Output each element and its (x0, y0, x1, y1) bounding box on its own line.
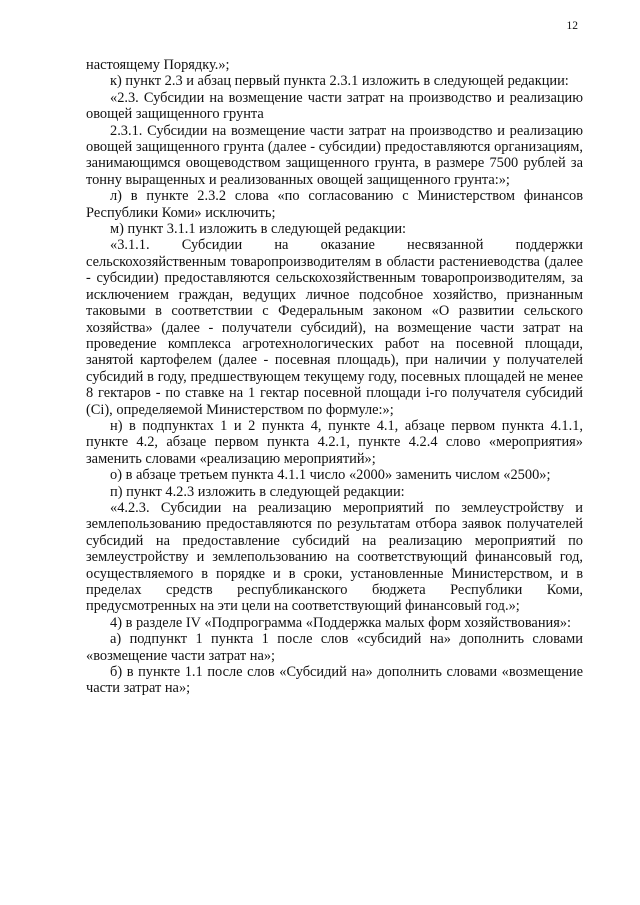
paragraph-item-k: к) пункт 2.3 и абзац первый пункта 2.3.1 изложить в следующей редакции: (110, 73, 569, 90)
document-body (86, 57, 583, 697)
paragraph-continuation: настоящему Порядку.»; (86, 57, 230, 73)
paragraph-item-l: л) в пункте 2.3.2 слова «по согласованию с Министерством финансов Республики Коми» исключить; (86, 188, 583, 221)
paragraph-item-n: н) в подпунктах 1 и 2 пункта 4, пункте 4.1, абзаце первом пункта 4.1.1, пункте 4.2, абзаце первом пункта 4.2.1, пункте 4.2.4 слово «мероприятия» заменить словами «реализацию мероприятий»; (86, 417, 583, 467)
paragraph-item-a: а) подпункт 1 пункта 1 после слов «субсидий на» дополнить словами «возмещение части затрат на»; (86, 631, 583, 664)
paragraph-quote-2-3-1: 2.3.1. Субсидии на возмещение части затрат на производство и реализацию овощей защищенного грунта (далее - субсидии) предоставляются организациям, занимающимся овощеводством защищенного грунта, в размере 7500 рублей за тонну выращенных и реализованных овощей защищенного грунта:»; (86, 122, 583, 188)
paragraph-section-4: 4) в разделе IV «Подпрограмма «Поддержка малых форм хозяйствования»: (110, 614, 572, 631)
page-number: 12 (566, 20, 578, 32)
paragraph-item-m: м) пункт 3.1.1 изложить в следующей редакции: (110, 221, 407, 238)
paragraph-item-b: б) в пункте 1.1 после слов «Субсидий на» дополнить словами «возмещение части затрат на»; (86, 664, 583, 697)
paragraph-quote-4-2-3: «4.2.3. Субсидии на реализацию мероприятий по землеустройству и землепользованию предоставляются по результатам отбора заявок получателей субсидий на предоставление субсидий на реализацию мероприятий по землеустройству и землепользованию на соответствующий финансовый год, осуществляемого в порядке и в сроки, установленные Министерством, и в пределах средств республиканского бюджета Республики Коми, предусмотренных на эти цели на соответствующий финансовый год.»; (86, 499, 583, 615)
paragraph-item-o: о) в абзаце третьем пункта 4.1.1 число «2000» заменить числом «2500»; (110, 467, 551, 484)
paragraph-quote-2-3: «2.3. Субсидии на возмещение части затрат на производство и реализацию овощей защищенного грунта (86, 89, 583, 123)
paragraph-quote-3-1-1: «3.1.1. Субсидии на оказание несвязанной поддержки сельскохозяйственным товаропроизводителям в области растениеводства (далее - субсидии) предоставляются сельскохозяйственным товаропроизводителям, за исключением граждан, ведущих личное подсобное хозяйство, признанным таковыми в соответствии с Федеральным законом «О развитии сельского хозяйства» (далее - получатели субсидий), на возмещение части затрат на проведение комплекса агротехнологических работ на посевной площади, занятой картофелем (далее - посевная площадь), при наличии у получателей субсидий в году, предшествующем текущему году, посевных площадей не менее 8 гектаров - по ставке на 1 гектар посевной площади i-го получателя субсидий (Ci), определяемой Министерством по формуле:»; (86, 237, 583, 418)
paragraph-item-p: п) пункт 4.2.3 изложить в следующей редакции: (110, 483, 405, 500)
